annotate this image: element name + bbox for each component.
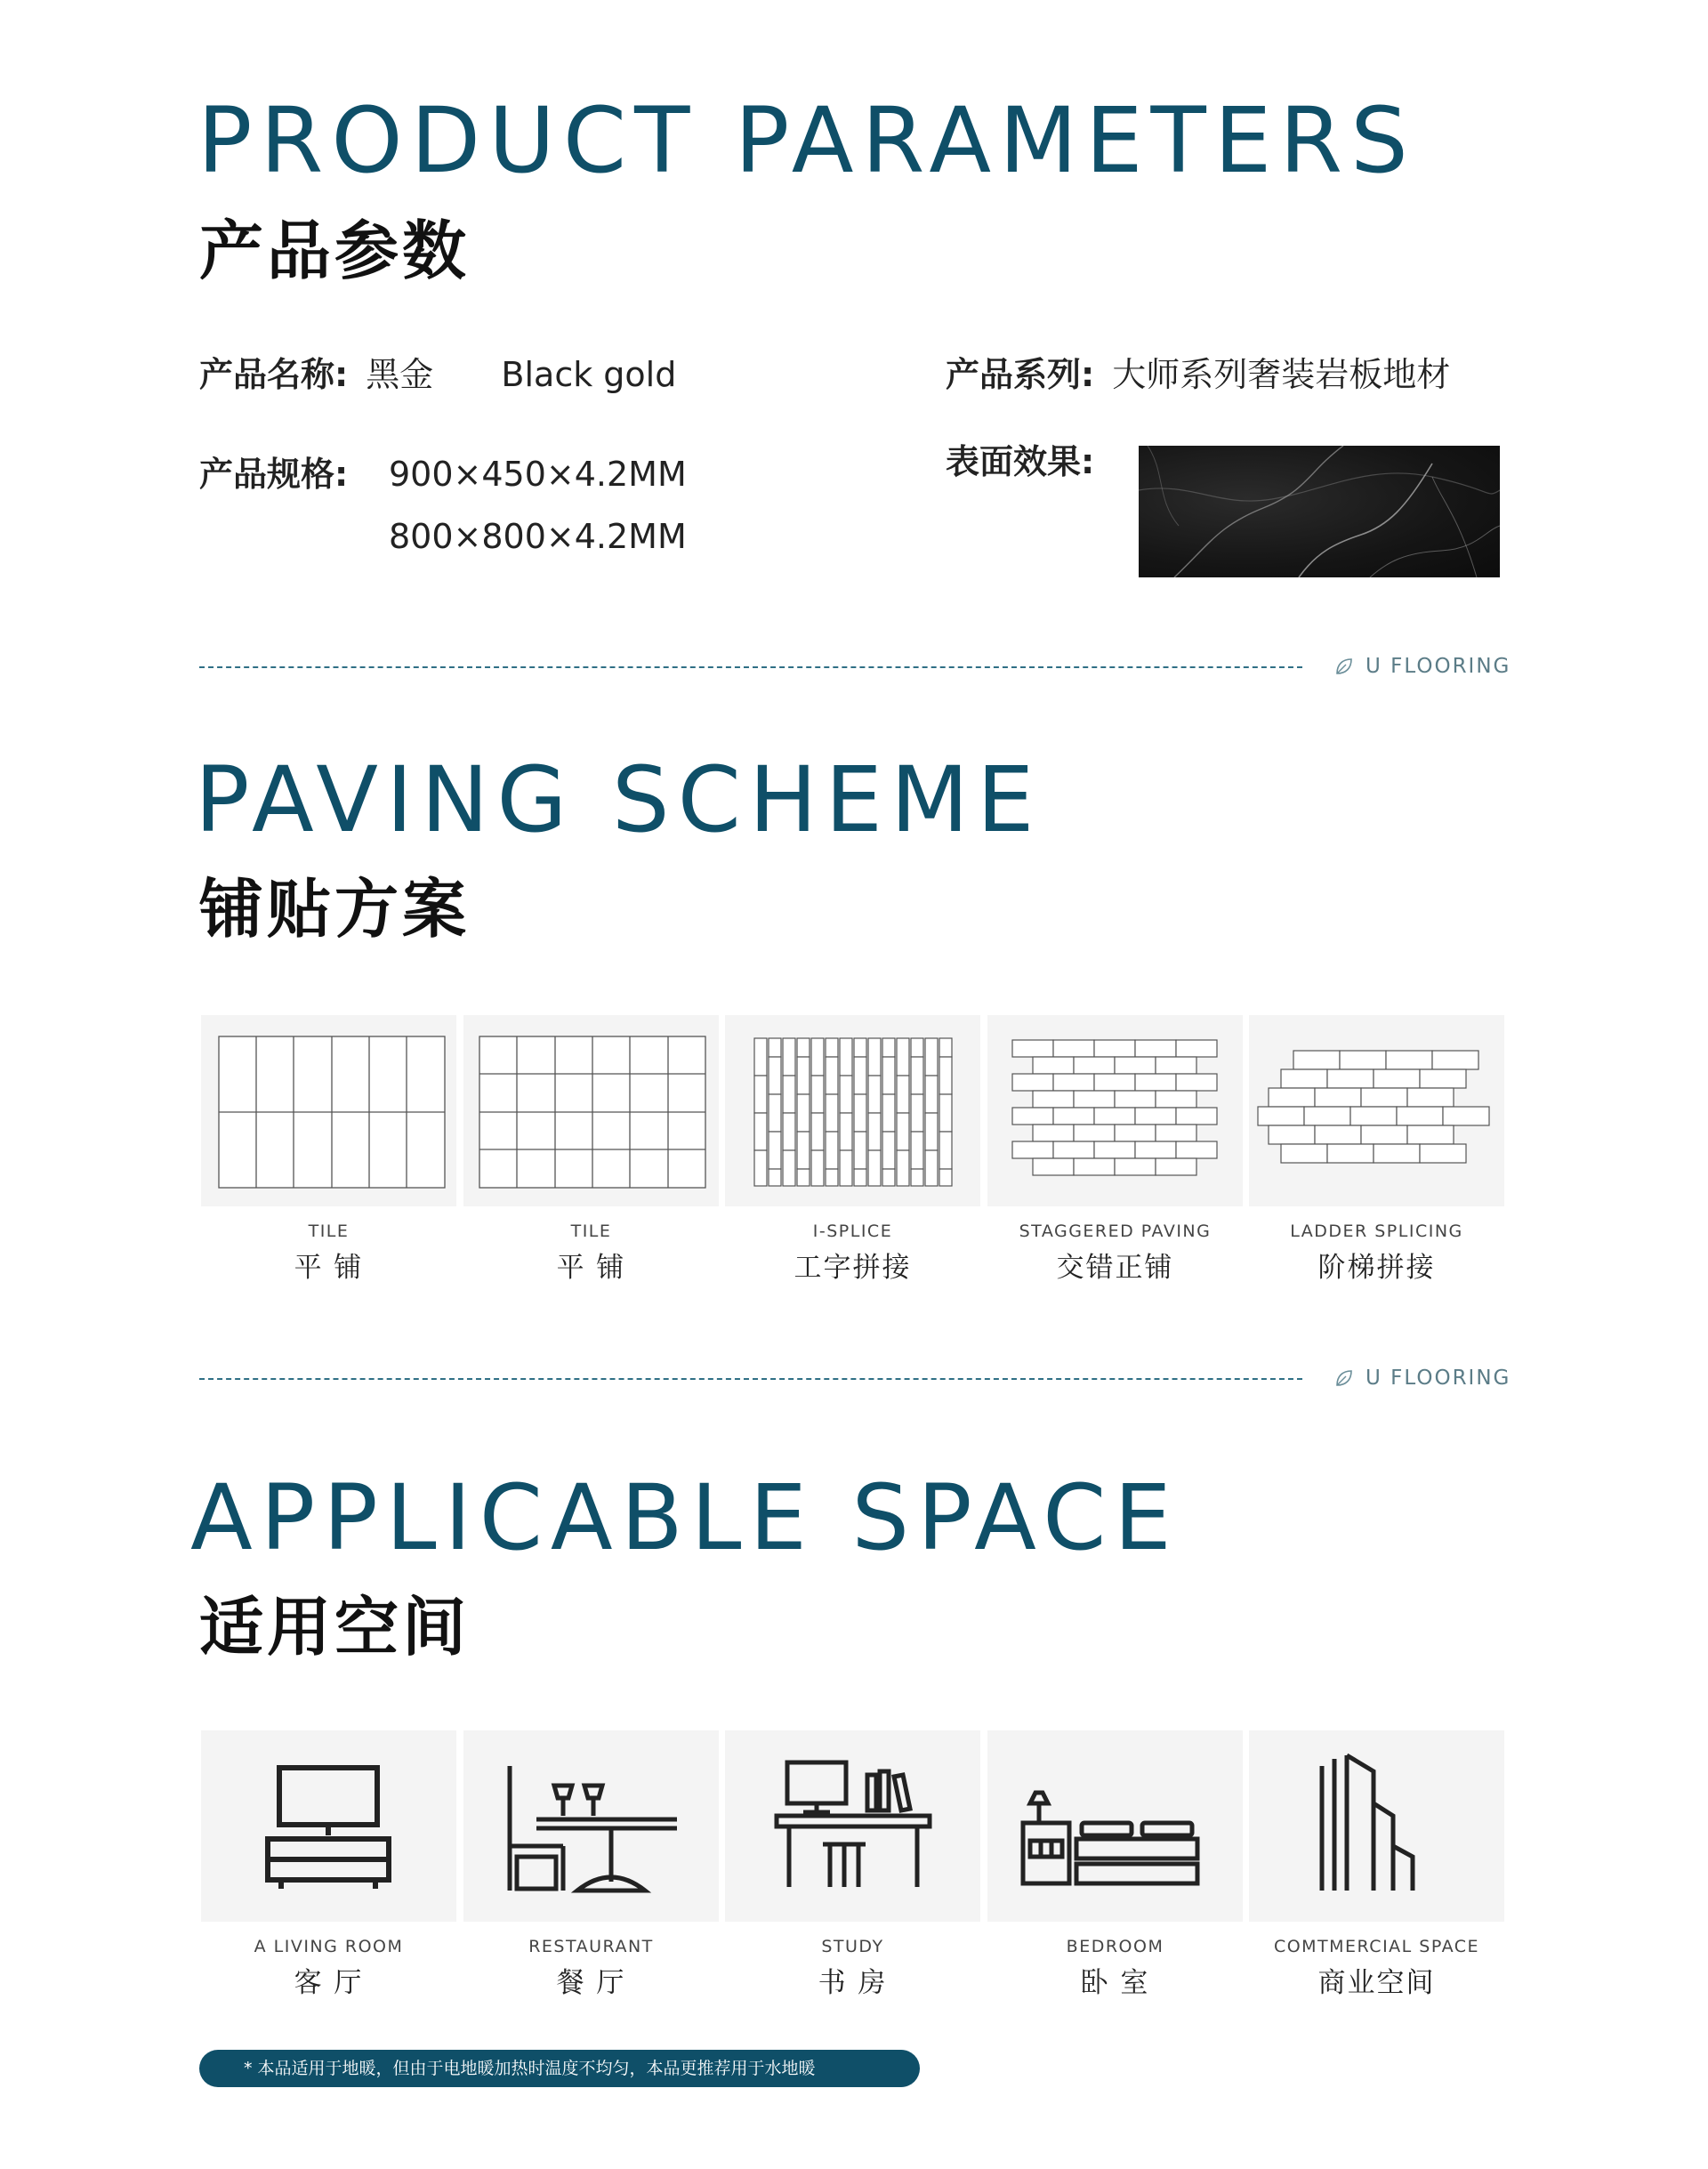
space-caption-cn: 卧 室: [1080, 1967, 1150, 1999]
paving-card-i-splice: [725, 1015, 980, 1206]
surface-effect-label: 表面效果:: [946, 442, 1095, 481]
paving-caption-en: I-SPLICE: [812, 1222, 893, 1241]
heating-note: * 本品适用于地暖，但由于电地暖加热时温度不均匀，本品更推荐用于水地暖: [199, 2050, 920, 2087]
product-spec-value-2: 800×800×4.2MM: [389, 517, 687, 556]
paving-card-ladder: [1249, 1015, 1504, 1206]
space-caption-cn: 书 房: [818, 1967, 888, 1999]
space-caption-en: STUDY: [821, 1937, 884, 1956]
brand-name: U FLOORING: [1366, 655, 1511, 678]
space-caption-cn: 客 厅: [294, 1967, 364, 1999]
staggered-paving-icon: [987, 1015, 1243, 1206]
product-series-label: 产品系列:: [946, 355, 1095, 394]
paving-caption-cn: 平 铺: [294, 1252, 364, 1284]
i-splice-icon: [725, 1015, 980, 1206]
paving-card-staggered: [987, 1015, 1243, 1206]
office-building-icon: [1249, 1730, 1504, 1922]
product-name-row: [199, 355, 677, 394]
product-name-en: Black gold: [501, 355, 677, 394]
product-spec-row: [199, 455, 349, 494]
product-name-cn: 黑金: [366, 355, 434, 394]
paving-caption-cn: 工字拼接: [794, 1252, 912, 1284]
paving-caption-en: TILE: [570, 1222, 612, 1241]
space-title-en: APPLICABLE SPACE: [190, 1465, 1180, 1571]
paving-card-tile-2: [463, 1015, 719, 1206]
product-name-label: 产品名称:: [199, 355, 349, 394]
bed-icon: [987, 1730, 1243, 1922]
section-divider: [199, 1378, 1302, 1380]
brand-name: U FLOORING: [1366, 1367, 1511, 1390]
space-caption-en: COMTMERCIAL SPACE: [1273, 1937, 1480, 1956]
space-title-cn: 适用空间: [199, 1590, 471, 1665]
tv-cabinet-icon: [201, 1730, 456, 1922]
paving-caption-cn: 平 铺: [556, 1252, 626, 1284]
leaf-logo-icon: [1333, 656, 1355, 677]
space-caption-cn: 餐 厅: [556, 1967, 626, 1999]
tile-grid-icon: [201, 1015, 456, 1206]
paving-caption-en: STAGGERED PAVING: [1019, 1222, 1212, 1241]
dining-table-icon: [463, 1730, 719, 1922]
space-caption-en: A LIVING ROOM: [254, 1937, 404, 1956]
tile-grid-icon: [463, 1015, 719, 1206]
product-series-row: [946, 355, 1451, 394]
section-divider: [199, 666, 1302, 668]
space-card-commercial: [1249, 1730, 1504, 1922]
space-caption-cn: 商业空间: [1317, 1967, 1436, 1999]
ladder-splicing-icon: [1249, 1015, 1504, 1206]
parameters-title-cn: 产品参数: [199, 214, 471, 288]
paving-card-tile-1: [201, 1015, 456, 1206]
paving-title-cn: 铺贴方案: [199, 872, 471, 947]
space-caption-en: RESTAURANT: [528, 1937, 654, 1956]
product-series-value: 大师系列奢装岩板地材: [1112, 355, 1451, 394]
leaf-logo-icon: [1333, 1367, 1355, 1389]
paving-title-en: PAVING SCHEME: [195, 747, 1043, 853]
brand-mark: [1333, 655, 1511, 678]
parameters-title-en: PRODUCT PARAMETERS: [197, 88, 1416, 194]
space-card-bedroom: [987, 1730, 1243, 1922]
paving-caption-en: TILE: [308, 1222, 350, 1241]
space-card-living-room: [201, 1730, 456, 1922]
surface-marble-swatch: [1139, 446, 1500, 577]
paving-caption-cn: 交错正铺: [1056, 1252, 1174, 1284]
space-card-restaurant: [463, 1730, 719, 1922]
space-card-study: [725, 1730, 980, 1922]
space-caption-en: BEDROOM: [1066, 1937, 1164, 1956]
study-desk-icon: [725, 1730, 980, 1922]
paving-caption-en: LADDER SPLICING: [1290, 1222, 1463, 1241]
brand-mark: [1333, 1367, 1511, 1390]
product-spec-label: 产品规格:: [199, 455, 349, 494]
paving-caption-cn: 阶梯拼接: [1317, 1252, 1436, 1284]
product-spec-value-1: 900×450×4.2MM: [389, 455, 687, 494]
